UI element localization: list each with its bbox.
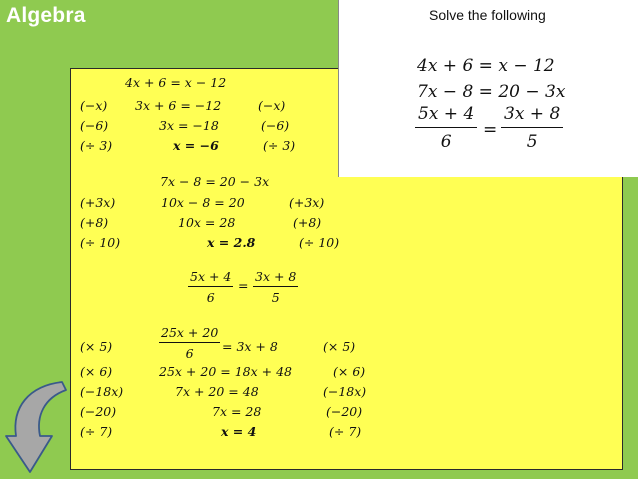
question-eq3-equals-sign: =	[483, 120, 498, 140]
problem3-step3-op-right: (−18x)	[323, 384, 367, 399]
slide-title: Algebra	[6, 4, 86, 27]
problem1-answer: x = −6	[173, 138, 219, 153]
question-equation-1: 4x + 6 = x − 12	[417, 56, 555, 76]
question-header: Solve the following	[429, 7, 546, 23]
problem3-step4-eq: 7x = 28	[212, 404, 262, 419]
problem1-step2-eq: 3x = −18	[159, 118, 219, 133]
problem1-equation: 4x + 6 = x − 12	[125, 75, 227, 90]
problem2-step3-op: (÷ 10)	[80, 235, 121, 250]
problem3-step1-numerator: 25x + 20	[159, 325, 220, 343]
problem3-step5-op-right: (÷ 7)	[329, 424, 362, 439]
problem3-lhs-denominator: 6	[206, 290, 215, 305]
problem1-step2-op-right: (−6)	[261, 118, 290, 133]
question-box	[338, 0, 638, 177]
problem1-step3-op: (÷ 3)	[80, 138, 113, 153]
problem3-step1-fraction	[159, 325, 220, 361]
question-eq3-rhs-numerator: 3x + 8	[501, 104, 563, 128]
problem3-step5-op: (÷ 7)	[80, 424, 113, 439]
problem3-rhs-numerator: 3x + 8	[253, 269, 298, 287]
problem2-step1-eq: 10x − 8 = 20	[161, 195, 245, 210]
problem2-step1-op: (+3x)	[80, 195, 116, 210]
problem3-step1-op: (× 5)	[80, 339, 113, 354]
question-eq3-lhs-fraction	[415, 104, 477, 152]
problem2-step1-op-right: (+3x)	[289, 195, 325, 210]
problem3-step2-op: (× 6)	[80, 364, 113, 379]
question-eq3-lhs-denominator: 6	[440, 132, 452, 152]
problem1-step1-op: (−x)	[80, 98, 108, 113]
problem3-step1-rest: = 3x + 8	[222, 339, 278, 354]
problem3-step2-eq: 25x + 20 = 18x + 48	[159, 364, 292, 379]
problem1-step1-eq: 3x + 6 = −12	[135, 98, 222, 113]
problem2-step2-op: (+8)	[80, 215, 109, 230]
problem3-step2-op-right: (× 6)	[333, 364, 366, 379]
problem1-step3-op-right: (÷ 3)	[263, 138, 296, 153]
problem1-step2-op: (−6)	[80, 118, 109, 133]
problem2-step2-eq: 10x = 28	[178, 215, 236, 230]
problem3-step1-denominator: 6	[185, 346, 194, 361]
problem3-equals-sign: =	[238, 278, 249, 293]
problem3-rhs-denominator: 5	[271, 290, 280, 305]
problem2-step3-op-right: (÷ 10)	[299, 235, 340, 250]
question-eq3-rhs-fraction	[501, 104, 563, 152]
problem1-step1-op-right: (−x)	[258, 98, 286, 113]
problem3-step3-eq: 7x + 20 = 48	[175, 384, 259, 399]
problem3-answer: x = 4	[221, 424, 257, 439]
problem2-answer: x = 2.8	[207, 235, 256, 250]
question-equation-2: 7x − 8 = 20 − 3x	[417, 82, 566, 102]
problem3-rhs-fraction	[253, 269, 298, 305]
problem3-step4-op: (−20)	[80, 404, 117, 419]
question-eq3-lhs-numerator: 5x + 4	[415, 104, 477, 128]
question-eq3-rhs-denominator: 5	[526, 132, 538, 152]
problem3-step3-op: (−18x)	[80, 384, 124, 399]
problem3-step4-op-right: (−20)	[326, 404, 363, 419]
problem2-step2-op-right: (+8)	[293, 215, 322, 230]
curved-return-arrow-icon	[0, 380, 72, 479]
problem3-lhs-fraction	[188, 269, 233, 305]
problem3-lhs-numerator: 5x + 4	[188, 269, 233, 287]
problem3-step1-op-right: (× 5)	[323, 339, 356, 354]
problem2-equation: 7x − 8 = 20 − 3x	[160, 174, 270, 189]
